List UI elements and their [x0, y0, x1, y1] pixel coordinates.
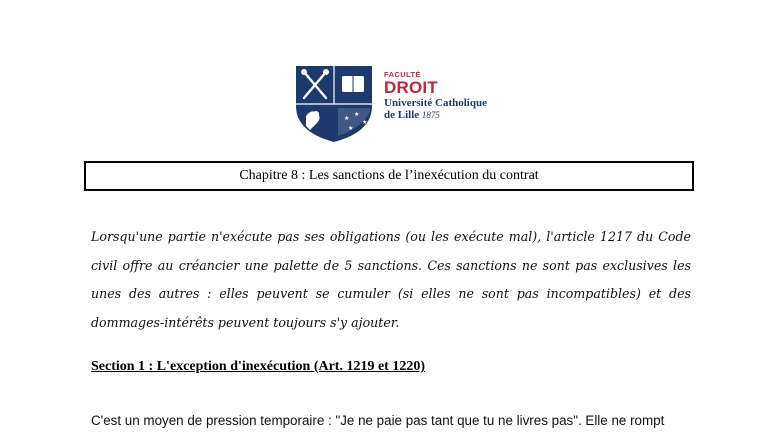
- intro-paragraph: Lorsqu'une partie n'exécute pas ses obligations (ou les exécute mal), l'article 1217 du Code civil offre au créancier une palette de 5 sanctions. Ces sanctions ne sont pas exclusives les unes des autres : elles peuvent se cumuler (si elles ne sont pas incompatibles) et des dommages-intérêts peuvent toujours s'y ajouter.: [91, 229, 691, 330]
- body-paragraph: C'est un moyen de pression temporaire : "Je ne paie pas tant que tu ne livres pas". Elle ne rompt: [91, 413, 665, 428]
- section-heading: Section 1 : L'exception d'inexécution (Art. 1219 et 1220): [91, 359, 426, 374]
- logo-city: de Lille: [384, 109, 420, 121]
- chapter-title: Chapitre 8 : Les sanctions de l’inexécution du contrat: [239, 168, 539, 183]
- logo-faculty-label: FACULTÉ: [384, 70, 421, 79]
- logo-university-line2: [384, 109, 487, 121]
- university-shield-icon: [292, 62, 376, 144]
- svg-text:★: ★: [354, 111, 360, 118]
- logo-faculty-name: DROIT: [384, 78, 438, 97]
- svg-text:★: ★: [348, 125, 354, 132]
- logo-university-line1: Université Catholique: [384, 97, 487, 109]
- faculty-logo: [292, 62, 502, 144]
- svg-text:★: ★: [344, 115, 350, 122]
- svg-text:★: ★: [362, 119, 368, 126]
- logo-year: 1875: [421, 110, 440, 120]
- logo-text: [384, 70, 487, 121]
- chapter-title-box: [84, 161, 694, 191]
